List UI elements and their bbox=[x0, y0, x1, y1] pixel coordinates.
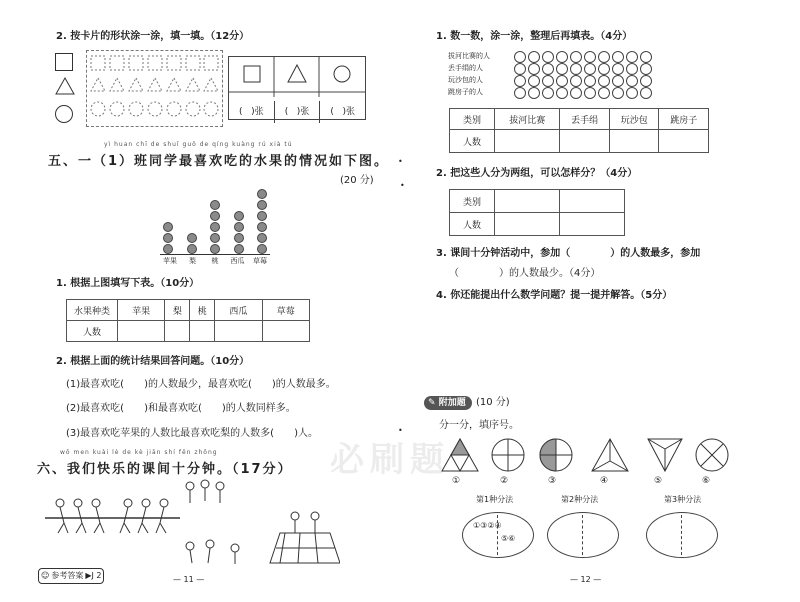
bead bbox=[257, 189, 267, 199]
shape-count-table bbox=[228, 56, 366, 120]
tally-circle[interactable] bbox=[612, 87, 624, 99]
tally-circle[interactable] bbox=[514, 51, 526, 63]
bonus-label: 附加题 bbox=[438, 398, 466, 408]
table-row-label: 人数 bbox=[450, 130, 495, 153]
table-header: 草莓 bbox=[262, 300, 309, 321]
table-header: 桃 bbox=[190, 300, 215, 321]
group-table bbox=[449, 189, 625, 236]
tally-circle[interactable] bbox=[640, 63, 652, 75]
fruit-label: 梨 bbox=[189, 257, 196, 265]
tally-circle[interactable] bbox=[556, 75, 568, 87]
tally-circle[interactable] bbox=[626, 87, 638, 99]
fold-mark: • bbox=[398, 157, 403, 166]
bead bbox=[257, 233, 267, 243]
bead bbox=[187, 233, 197, 243]
bead bbox=[234, 211, 244, 221]
bead bbox=[163, 222, 173, 232]
bonus-instruction: 分一分，填序号。 bbox=[439, 420, 519, 431]
table-header: 类别 bbox=[450, 109, 495, 130]
fruit-table bbox=[66, 299, 310, 342]
bead-column bbox=[254, 188, 270, 254]
tally-circle[interactable] bbox=[612, 75, 624, 87]
tally-circle[interactable] bbox=[570, 63, 582, 75]
shape-label: ⑤ bbox=[654, 476, 663, 486]
answer-cell[interactable] bbox=[495, 190, 560, 213]
table-header: 丢手绢 bbox=[560, 109, 610, 130]
tally-circle[interactable] bbox=[514, 75, 526, 87]
tally-circle[interactable] bbox=[514, 63, 526, 75]
answer-cell[interactable] bbox=[190, 321, 215, 342]
tally-row bbox=[514, 51, 654, 63]
tally-circle[interactable] bbox=[528, 75, 540, 87]
table-header: 梨 bbox=[165, 300, 190, 321]
shape-card-grid[interactable] bbox=[86, 50, 223, 127]
smiley-icon: ☺ bbox=[41, 571, 50, 580]
bead bbox=[257, 211, 267, 221]
table-header: 水果种类 bbox=[67, 300, 118, 321]
fruit-bead-chart bbox=[160, 190, 270, 268]
q2-title: 2. 按卡片的形状涂一涂，填一填。（12分） bbox=[56, 31, 250, 42]
tally-circle[interactable] bbox=[626, 63, 638, 75]
bead-column bbox=[207, 199, 223, 254]
fold-mark: • bbox=[400, 181, 405, 190]
reference-shapes bbox=[55, 53, 75, 123]
count-cell-circle[interactable]: ( )张 bbox=[330, 107, 355, 117]
playground-illustration bbox=[40, 478, 340, 568]
bead bbox=[234, 233, 244, 243]
tally-circle[interactable] bbox=[570, 51, 582, 63]
page-number-right: — 12 — bbox=[570, 575, 602, 584]
bead bbox=[163, 233, 173, 243]
bead-column bbox=[184, 232, 200, 254]
shape-label: ② bbox=[500, 476, 509, 486]
tally-circle[interactable] bbox=[598, 51, 610, 63]
r-q3-line1[interactable]: 3. 课间十分钟活动中，参加（ ）的人数最多，参加 bbox=[436, 248, 701, 259]
bead bbox=[234, 222, 244, 232]
table-row-label: 人数 bbox=[67, 321, 118, 342]
count-cell-triangle[interactable]: ( )张 bbox=[275, 101, 321, 123]
r-q3-line2[interactable]: （ ）的人数最少。（4分） bbox=[449, 268, 601, 279]
answer-cell[interactable] bbox=[560, 130, 610, 153]
section5-pinyin: yì huan chī de shuǐ guǒ de qíng kuàng rú xià tú bbox=[104, 141, 293, 148]
table-header: 拔河比赛 bbox=[495, 109, 560, 130]
circle-icon bbox=[55, 105, 73, 123]
tally-circle[interactable] bbox=[640, 75, 652, 87]
tally-circle[interactable] bbox=[626, 75, 638, 87]
method-ellipse-2[interactable] bbox=[547, 512, 619, 558]
activity-labels bbox=[448, 50, 490, 98]
fold-mark: • bbox=[398, 426, 403, 435]
tally-circle[interactable] bbox=[584, 75, 596, 87]
activity-label: 丢手绢的人 bbox=[448, 64, 483, 72]
answer-cell[interactable] bbox=[495, 130, 560, 153]
tally-circle[interactable] bbox=[556, 87, 568, 99]
table-header: 玩沙包 bbox=[609, 109, 659, 130]
tally-row bbox=[514, 87, 654, 99]
shape-label: ⑥ bbox=[702, 476, 711, 486]
method1-bottom: ⑤⑥ bbox=[501, 534, 516, 543]
section5-q1-title: 1. 根据上图填写下表。（10分） bbox=[56, 278, 200, 289]
answer-cell[interactable] bbox=[262, 321, 309, 342]
tally-circle-grid[interactable] bbox=[514, 51, 654, 99]
answer-cell[interactable] bbox=[560, 190, 625, 213]
answer-cell[interactable] bbox=[659, 130, 709, 153]
table-header: 苹果 bbox=[118, 300, 165, 321]
bead bbox=[187, 244, 197, 254]
shape-label: ③ bbox=[548, 476, 557, 486]
bead bbox=[210, 200, 220, 210]
tally-circle[interactable] bbox=[640, 87, 652, 99]
count-table-shapes bbox=[229, 57, 365, 97]
tally-circle[interactable] bbox=[542, 63, 554, 75]
tally-circle[interactable] bbox=[584, 63, 596, 75]
method-label-1: 第1种分法 bbox=[476, 495, 514, 504]
bead bbox=[257, 244, 267, 254]
tally-circle[interactable] bbox=[612, 63, 624, 75]
fruit-label: 草莓 bbox=[253, 257, 267, 265]
bead bbox=[210, 233, 220, 243]
table-row-label: 类别 bbox=[450, 190, 495, 213]
tally-circle[interactable] bbox=[626, 51, 638, 63]
bead bbox=[257, 222, 267, 232]
answer-cell[interactable] bbox=[560, 213, 625, 236]
tally-row bbox=[514, 63, 654, 75]
r-q2-title: 2. 把这些人分为两组，可以怎样分？（4分） bbox=[436, 168, 638, 179]
tally-circle[interactable] bbox=[542, 75, 554, 87]
shape-label: ① bbox=[452, 476, 461, 486]
bead bbox=[163, 244, 173, 254]
q2-line-2[interactable]: (2)最喜欢吃( )和最喜欢吃( )的人数同样多。 bbox=[66, 403, 296, 414]
bead bbox=[234, 244, 244, 254]
tally-circle[interactable] bbox=[514, 87, 526, 99]
section6-title: 六、我们快乐的课间十分钟。（17分） bbox=[37, 462, 293, 477]
tally-circle[interactable] bbox=[556, 63, 568, 75]
count-cell-square[interactable]: ( )张 bbox=[229, 101, 275, 123]
pencil-icon: ✎ bbox=[428, 398, 436, 408]
square-icon bbox=[55, 53, 73, 71]
triangle-icon bbox=[55, 77, 75, 95]
table-row-label: 人数 bbox=[450, 213, 495, 236]
watermark: 必刷题 bbox=[330, 440, 450, 480]
table-header: 西瓜 bbox=[215, 300, 262, 321]
tally-circle[interactable] bbox=[528, 63, 540, 75]
shape-label: ④ bbox=[600, 476, 609, 486]
bead bbox=[257, 200, 267, 210]
method-label-2: 第2种分法 bbox=[561, 495, 599, 504]
activity-table bbox=[449, 108, 709, 153]
section5-score: (20 分) bbox=[340, 175, 374, 186]
section5-title: 五、一（1）班同学最喜欢吃的水果的情况如下图。 bbox=[48, 154, 390, 169]
bead-column bbox=[160, 221, 176, 254]
tally-circle[interactable] bbox=[598, 87, 610, 99]
play-icon: ▶ bbox=[85, 571, 92, 580]
tally-circle[interactable] bbox=[584, 87, 596, 99]
tally-circle[interactable] bbox=[640, 51, 652, 63]
tally-circle[interactable] bbox=[542, 51, 554, 63]
q2-line-1[interactable]: (1)最喜欢吃( )的人数最少，最喜欢吃( )的人数最多。 bbox=[66, 379, 336, 390]
bead bbox=[210, 211, 220, 221]
answer-cell[interactable] bbox=[495, 213, 560, 236]
tally-circle[interactable] bbox=[598, 75, 610, 87]
tally-row bbox=[514, 75, 654, 87]
activity-label: 玩沙包的人 bbox=[448, 76, 483, 84]
answer-cell[interactable] bbox=[215, 321, 262, 342]
answer-key-code: J 2 bbox=[91, 571, 102, 580]
r-q1-title: 1. 数一数，涂一涂，整理后再填表。（4分） bbox=[436, 31, 633, 42]
tally-circle[interactable] bbox=[612, 51, 624, 63]
activity-label: 跳房子的人 bbox=[448, 88, 483, 96]
page-number-left: — 11 — bbox=[173, 575, 205, 584]
tally-circle[interactable] bbox=[542, 87, 554, 99]
answer-key-badge bbox=[38, 568, 104, 584]
q2-line-3[interactable]: (3)最喜欢吃苹果的人数比最喜欢吃梨的人数多( )人。 bbox=[66, 428, 318, 439]
tally-circle[interactable] bbox=[528, 51, 540, 63]
tally-circle[interactable] bbox=[598, 63, 610, 75]
division-shapes bbox=[440, 437, 740, 477]
tally-circle[interactable] bbox=[556, 51, 568, 63]
method-label-3: 第3种分法 bbox=[664, 495, 702, 504]
fruit-label: 桃 bbox=[211, 257, 219, 265]
bead bbox=[210, 222, 220, 232]
method1-top: ①③②④ bbox=[473, 521, 502, 530]
tally-circle[interactable] bbox=[528, 87, 540, 99]
bonus-score: (10 分) bbox=[476, 397, 510, 408]
table-header: 跳房子 bbox=[659, 109, 709, 130]
method-ellipse-3[interactable] bbox=[646, 512, 718, 558]
tally-circle[interactable] bbox=[584, 51, 596, 63]
fruit-label: 苹果 bbox=[163, 257, 177, 265]
section5-q2-title: 2. 根据上面的统计结果回答问题。（10分） bbox=[56, 356, 250, 367]
answer-cell[interactable] bbox=[118, 321, 165, 342]
answer-key-label: 参考答案 bbox=[51, 571, 84, 580]
tally-circle[interactable] bbox=[570, 87, 582, 99]
bead bbox=[210, 244, 220, 254]
bead-column bbox=[231, 210, 247, 254]
method-ellipse-1[interactable] bbox=[462, 512, 534, 558]
dashed-shapes bbox=[87, 51, 222, 126]
activity-label: 拔河比赛的人 bbox=[448, 52, 490, 60]
shape-labels bbox=[452, 476, 737, 486]
r-q4-title: 4. 你还能提出什么数学问题？提一提并解答。（5分） bbox=[436, 290, 673, 301]
section6-pinyin: wǒ men kuài lè de kè jiān shí fēn zhōng bbox=[60, 449, 218, 456]
tally-circle[interactable] bbox=[570, 75, 582, 87]
answer-cell[interactable] bbox=[609, 130, 659, 153]
fruit-label: 西瓜 bbox=[230, 257, 245, 265]
answer-cell[interactable] bbox=[165, 321, 190, 342]
bonus-badge bbox=[424, 396, 472, 410]
